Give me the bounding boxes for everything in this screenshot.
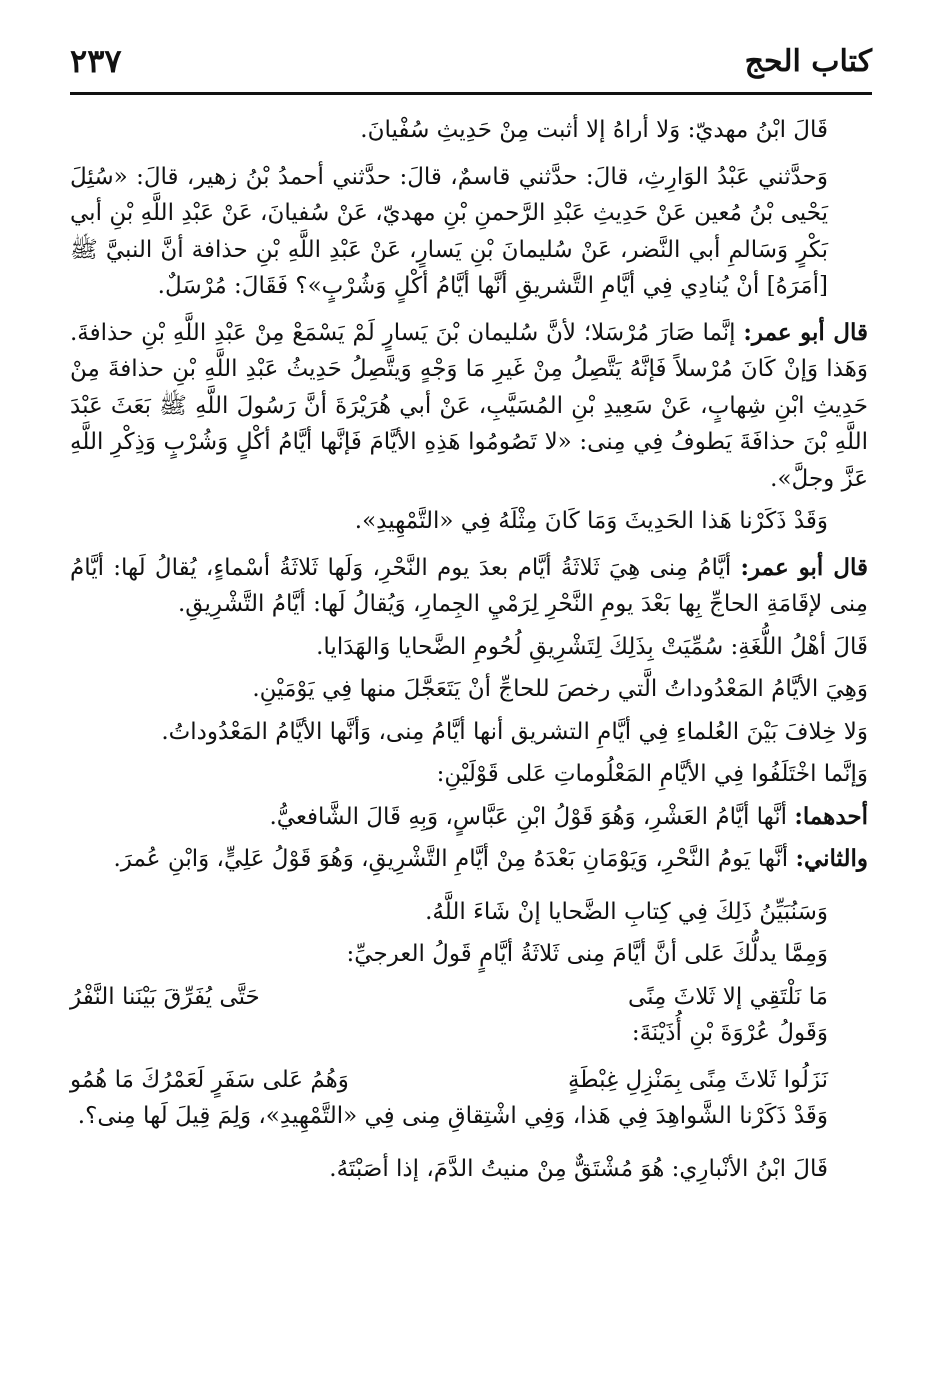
verse-1-first-hemistich: مَا نَلْتَقِي إلا ثَلاثَ مِنًى — [627, 983, 828, 1010]
running-title: كتاب الحج — [744, 44, 872, 79]
verse-1-second-hemistich: حَتَّى يُفَرِّقَ بَيْنَنا النَّفْرُ — [70, 983, 260, 1010]
paragraph-12: وَسَنُبَيِّنُ ذَلِكَ فِي كِتابِ الضَّحايا إنْ شَاءَ اللَّهُ. — [425, 898, 828, 925]
paragraph-1: قَالَ ابْنُ مهديّ: وَلا أراهُ إلا أثبت مِنْ حَدِيثِ سُفْيانَ. — [360, 117, 828, 143]
paragraph-2: وَحدَّثني عَبْدُ الوَارِثِ، قالَ: حدَّثني قاسمٌ، قالَ: حدَّثني أحمدُ بْنُ زهير، قالَ: «سُئِلَ يَحْيى بْنُ مُعين عَنْ حَدِيثِ عَبْدِ الرَّحمنِ بْنِ مهديّ، عَنْ سُفيانَ، عَنْ عَبْدِ اللَّهِ بْنِ أبي بَكْرٍ وَسَالمِ أبي النَّضر، عَنْ سُليمانَ بْنِ يَسارٍ، عَنْ عَبْدِ اللَّهِ بْنِ حذافة أنَّ النبيَّ ﷺ [أمَرَهُ] أنْ يُنادِي فِي أيَّامِ التَّشريقِ أنَّها أيَّامُ أكْلٍ وَشُرْبٍ»؟ فَقَالَ: مُرْسَلٌ. — [70, 163, 828, 299]
paragraph-9: وَإنَّما اخْتَلَفُوا فِي الأيَّامِ المَعْلُوماتِ عَلى قَوْلَيْنِ: — [436, 761, 868, 787]
paragraph-15: وَقَدْ ذَكَرْنا الشَّواهِدَ فِي هَذا، وَفِي اشْتِقاقِ مِنى فِي «التَّمْهِيدِ»، وَلِمَ قِيلَ لَها مِنى؟. — [77, 1103, 828, 1129]
verse-2-first-hemistich: نَزَلُوا ثَلاثَ مِنًى بِمَنْزِلِ غِبْطَةٍ — [567, 1066, 828, 1093]
paragraph-8: وَلا خِلافَ بَيْنَ العُلماءِ فِي أيَّامِ التشريق أنها أيَّامُ مِنى، وَأنَّها الأيَّامُ المَعْدُوداتُ. — [161, 718, 868, 745]
paragraph-16: قَالَ ابْنُ الأنْبارِي: هُوَ مُشْتَقٌّ مِنْ منيتُ الدَّمَ، إذا أصَبْتَهُ. — [329, 1155, 828, 1182]
paragraph-3 — [70, 315, 868, 498]
paragraph-5 — [70, 550, 868, 623]
speaker-label: قال أبو عمر: — [743, 318, 869, 346]
page-header — [70, 40, 872, 95]
poetry-verse-2 — [70, 1062, 868, 1099]
paragraph-11-text: أنَّها يَومُ النَّحْرِ، وَيَوْمَانِ بَعْدَهُ مِنْ أيَّامِ التَّشْرِيقِ، وَهُوَ قَوْلُ عَلِيٍّ، وَابْنِ عُمرَ. — [113, 846, 789, 872]
paragraph-14: وَقَولُ عُرْوَةَ بْنِ أُذَيْنَةَ: — [631, 1020, 828, 1046]
paragraph-13: وَمِمَّا يدلُّكَ عَلى أنَّ أيَّامَ مِنى ثَلاثَةُ أيَّامٍ قَولُ العرجيِّ: — [346, 941, 828, 967]
page-body — [70, 112, 868, 1187]
speaker-label: قال أبو عمر: — [740, 553, 868, 581]
paragraph-6: قَالَ أهْلُ اللُّغَةِ: سُمِّيَتْ بِذَلِكَ لِتَشْرِيقِ لُحُومِ الضَّحايا وَالهَدَايا. — [316, 633, 868, 660]
paragraph-11 — [70, 841, 868, 878]
item-label: والثاني: — [795, 845, 868, 872]
paragraph-10-text: أنَّها أيَّامُ العَشْرِ، وَهُوَ قَوْلُ ابْنِ عَبَّاسٍ، وَبِهِ قَالَ الشَّافعيُّ. — [269, 803, 788, 830]
paragraph-4: وَقَدْ ذَكَرْنا هَذا الحَدِيثَ وَمَا كَانَ مِثْلَهُ فِي «التَّمْهِيدِ». — [354, 508, 828, 534]
paragraph-10 — [70, 799, 868, 836]
poetry-verse-1 — [70, 979, 868, 1016]
paragraph-3-text: إنَّما صَارَ مُرْسَلا؛ لأنَّ سُليمان بْنَ يَسارٍ لَمْ يَسْمَعْ مِنْ عَبْدِ اللَّهِ بْنِ حذافةَ. وَهَذا وَإنْ كَانَ مُرْسلاً فَإنَّهُ يَتَّصِلُ مِنْ غَيرِ مَا وَجْهٍ وَيتَّصِلُ حَدِيثُ عَبْدِ اللَّهِ بْنِ حذافةَ مِنْ حَدِيثِ ابْنِ شِهابٍ، عَنْ سَعِيدِ بْنِ المُسَيَّبِ، عَنْ أبي هُرَيْرَةَ أنَّ رَسُولَ اللَّهِ ﷺ بَعَثَ عَبْدَ اللَّهِ بْنَ حذافَةَ يَطوفُ فِي مِنى: «لا تَصُومُوا هَذِهِ الأيَّامَ فَإنَّها أيَّامُ أكْلٍ وَشُرْبٍ وَذِكْرِ اللَّهِ عَزَّ وجلَّ». — [70, 319, 868, 492]
item-label: أحدهما: — [794, 802, 868, 830]
page-number: ٢٣٧ — [70, 42, 122, 80]
paragraph-5-text: أيَّامُ مِنى هِيَ ثَلاثَةُ أيَّام بعدَ يوم النَّحْرِ، وَلَها ثَلاثَةُ أسْماءٍ، يُقالُ لَها: أيَّامُ مِنى لإقَامَةِ الحاجِّ بِها بَعْدَ يومِ النَّحْرِ لِرَمْيِ الجِمارِ، وَيُقالُ لَها: أيَّامُ التَّشْرِيقِ. — [70, 554, 868, 617]
paragraph-7: وَهِيَ الأيَّامُ المَعْدُوداتُ الَّتي رخصَ للحاجِّ أنْ يَتَعَجَّلَ منها فِي يَوْمَيْنِ. — [252, 676, 868, 702]
verse-2-second-hemistich: وَهُمُ عَلى سَفَرٍ لَعَمْرُكَ مَا هُمُو — [70, 1066, 349, 1093]
